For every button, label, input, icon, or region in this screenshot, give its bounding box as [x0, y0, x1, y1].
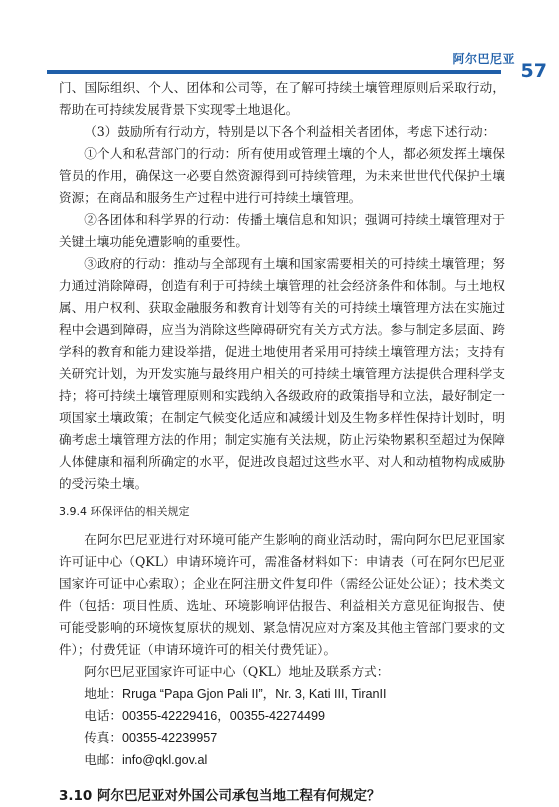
paragraph-government: ③政府的行动：推动与全部现有土壤和国家需要相关的可持续土壤管理；努力通过消除障碍，创造有利于可持续土壤管理的社会经济条件和体制。与土地权属、用户权利、获取金融服务和教育计划等有关的可持续土壤管理方法在实施过程中会遇到障碍，应当为消除这些障碍研究有关方式方法。参与制定多层面、跨学科的教育和能力建设举措，促进土地使用者采用可持续土壤管理方法；支持有关研究计划，为开发实施与最终用户相关的可持续土壤管理方法提供合理科学支持；将可持续土壤管理原则和实践纳入各级政府的政策指导和立法，最好制定一项国家土壤政策；在制定气候变化适应和减缓计划及生物多样性保持计划时，明确考虑土壤管理方法的作用；制定实施有关法规，防止污染物累积至超过为保障人体健康和福利所确定的水平，促进改良超过这些水平、对人和动植物构成威胁的受污染土壤。 — [59, 256, 505, 491]
paragraph-individuals: ①个人和私营部门的行动：所有使用或管理土壤的个人，都必须发挥土壤保管员的作用，确保这一必要自然资源得到可持续管理，为未来世世代代保护土壤资源；在商品和服务生产过程中进行可持续土壤管理。 — [59, 146, 505, 205]
running-header-country: 阿尔巴尼亚 — [452, 52, 515, 66]
page-number: 57 — [520, 60, 547, 82]
header-rule — [47, 70, 501, 74]
section-heading: 3.10 阿尔巴尼亚对外国公司承包当地工程有何规定？ — [59, 788, 381, 804]
contact-email: 电邮：info@qkl.gov.al — [84, 753, 208, 767]
contact-fax: 传真：00355-42239957 — [84, 731, 218, 745]
paragraph-groups: ②各团体和科学界的行动：传播土壤信息和知识；强调可持续土壤管理对于关键土壤功能免遭影响的重要性。 — [59, 212, 505, 249]
subsection-heading: 3.9.4 环保评估的相关规定 — [59, 505, 190, 518]
paragraph-encourage: （3）鼓励所有行动方，特别是以下各个利益相关者团体，考虑下述行动： — [84, 124, 496, 139]
contact-address: 地址：Rruga “Papa Gjon Pali II”，Nr. 3, Kati III, TiranII — [84, 687, 387, 701]
contact-intro: 阿尔巴尼亚国家许可证中心（QKL）地址及联系方式： — [84, 664, 390, 679]
page-body — [59, 77, 505, 807]
paragraph-continued: 门、国际组织、个人、团体和公司等，在了解可持续土壤管理原则后采取行动，帮助在可持续发展背景下实现零土地退化。 — [59, 80, 505, 117]
contact-phone: 电话：00355-42229416，00355-42274499 — [84, 709, 326, 723]
page-header — [0, 0, 559, 80]
paragraph-env-permit: 在阿尔巴尼亚进行对环境可能产生影响的商业活动时，需向阿尔巴尼亚国家许可证中心（QKL）申请环境许可，需准备材料如下：申请表（可在阿尔巴尼亚国家许可证中心索取）；企业在阿注册文件复印件（需经公证处公证）；技术类文件（包括：项目性质、选址、环境影响评估报告、利益相关方意见征询报告、使可能受影响的环境恢复原状的规划、紧急情况应对方案及其他主管部门要求的文件）；付费凭证（申请环境许可的相关付费凭证）。 — [59, 532, 505, 657]
